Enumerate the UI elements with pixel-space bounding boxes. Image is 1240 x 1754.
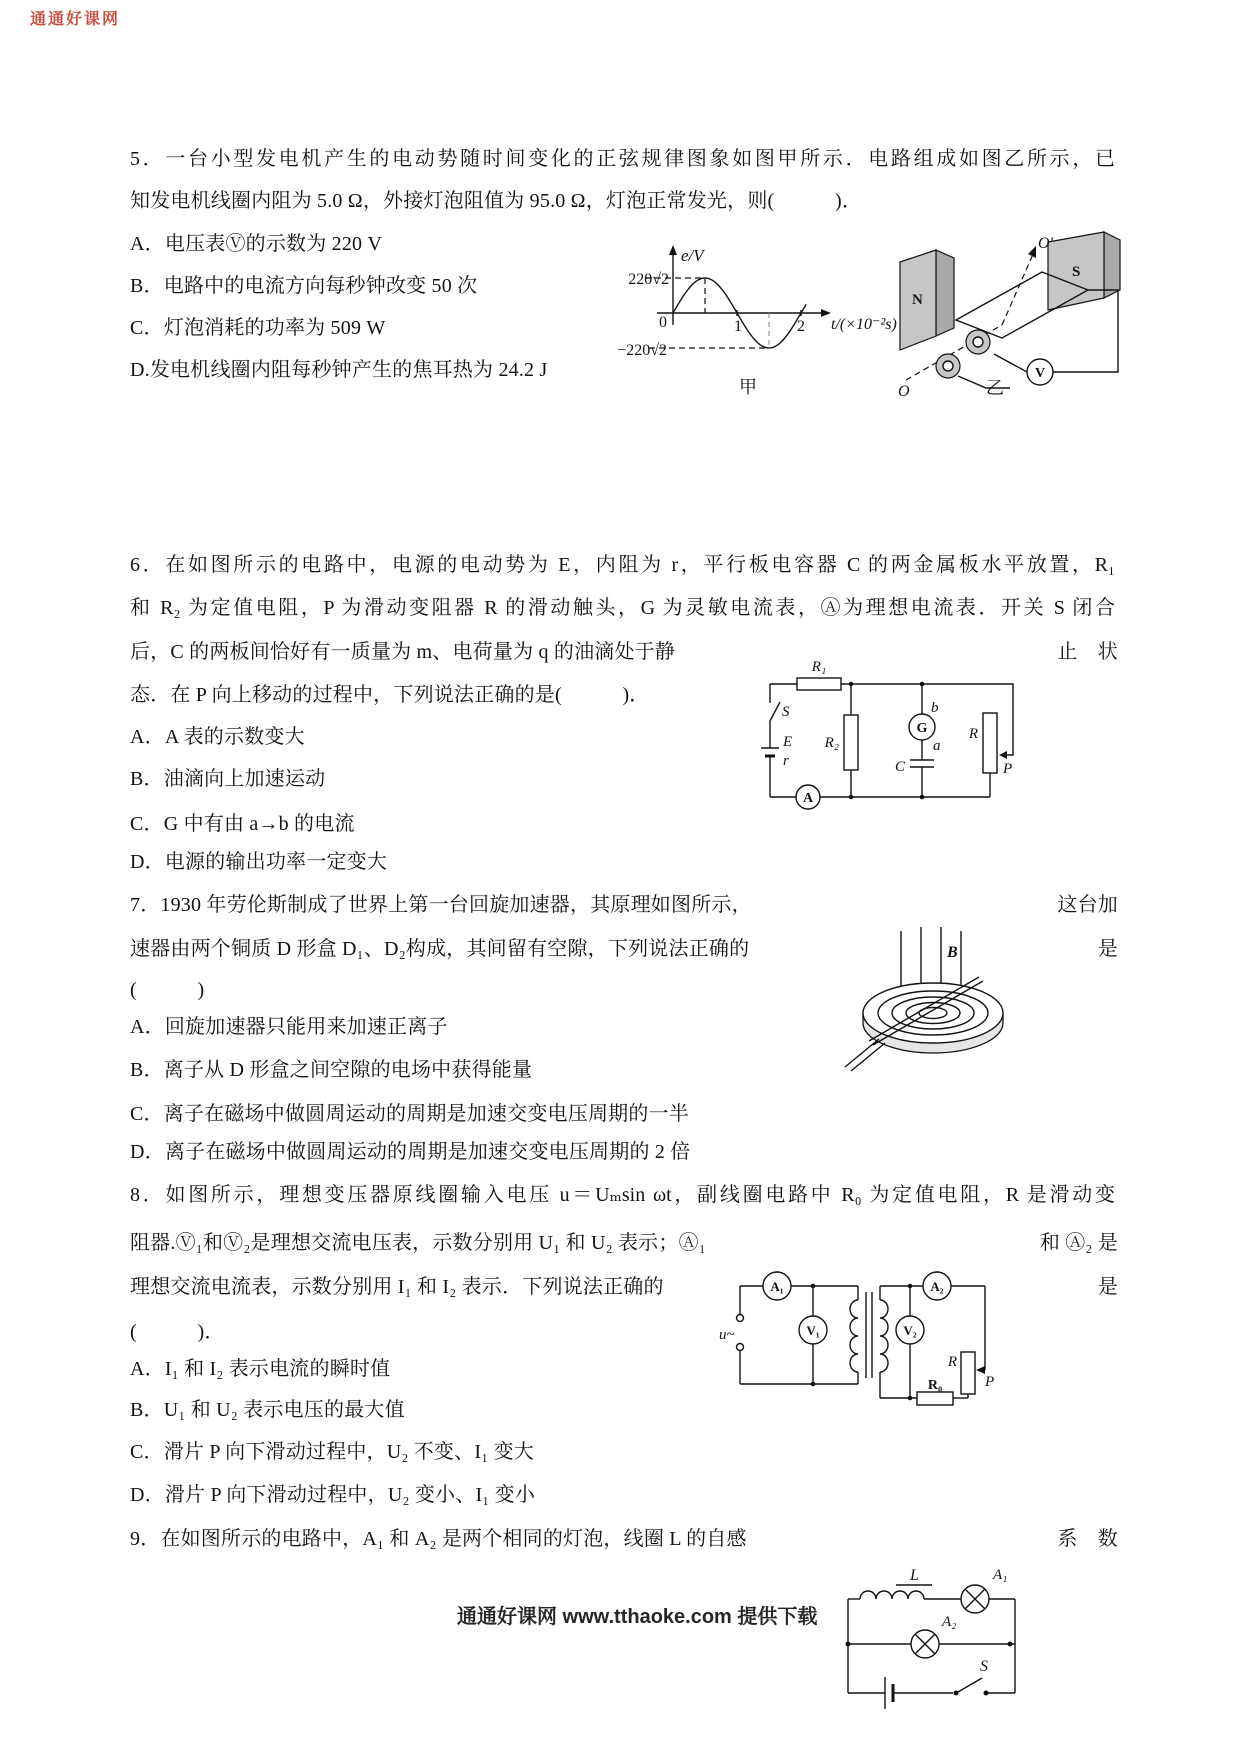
r2-label: R₂ [824, 735, 839, 751]
a-label: a [933, 738, 941, 754]
q7-option-c: C．离子在磁场中做圆周运动的周期是加速交变电压周期的一半 [130, 1103, 689, 1125]
y-axis-label: e/V [681, 246, 704, 265]
a2-label: A₂ [942, 1614, 957, 1630]
q8-option-d: D．滑片 P 向下滑动过程中，U₂ 变小、I₁ 变小 [130, 1484, 536, 1506]
q6-option-c: C．G 中有由 a→b 的电流 [130, 813, 355, 835]
x-axis-label: t/(×10⁻²s) [831, 316, 897, 333]
q5-line-1: 5．一台小型发电机产生的电动势随时间变化的正弦规律图象如图甲所示．电路组成如图乙所示，已 [130, 148, 1115, 170]
figure-q9-circuit [840, 1565, 1025, 1754]
q7-option-a: A．回旋加速器只能用来加速正离子 [130, 1016, 448, 1038]
pole-s-label: S [1072, 264, 1081, 280]
q6-option-d: D．电源的输出功率一定变大 [130, 851, 388, 873]
q6-option-b: B．油滴向上加速运动 [130, 768, 326, 790]
source-terminal-bottom [737, 1344, 744, 1351]
q8-option-c: C．滑片 P 向下滑动过程中，U₂ 不变、I₁ 变大 [130, 1441, 534, 1463]
q7-line-2-right: 是 [1097, 938, 1118, 960]
c-label: C [894, 759, 905, 775]
resistor-r2 [844, 715, 858, 770]
source-label: u~ [719, 1327, 735, 1343]
y-max-tick: 220√2 [628, 271, 669, 288]
caption-jia: 甲 [739, 377, 757, 397]
q6-line-1: 6．在如图所示的电路中，电源的电动势为 E，内阻为 r，平行板电容器 C 的两金属板水平放置，R₁ [130, 554, 1115, 576]
red-site-stamp: 通通好课网 [30, 11, 121, 28]
q5-line-2: 知发电机线圈内阻为 5.0 Ω，外接灯泡阻值为 95.0 Ω，灯泡正常发光，则( )． [130, 190, 863, 212]
q6-option-a: A．A 表的示数变大 [130, 726, 305, 748]
caption-yi: 乙 [986, 378, 1004, 398]
y-min-tick: −220√2 [617, 342, 667, 359]
figure-q6-circuit [755, 655, 1020, 810]
q6-line-4: 态．在 P 向上移动的过程中，下列说法正确的是( )． [130, 684, 650, 706]
q6-line-3-right: 止 状 [1057, 641, 1118, 663]
q8-line-3-right: 是 [1097, 1276, 1118, 1298]
q7-option-d: D．离子在磁场中做圆周运动的周期是加速交变电压周期的 2 倍 [130, 1141, 691, 1163]
figure-yi-generator [890, 220, 1135, 405]
switch-label: S [980, 1658, 988, 1675]
circuit-wires [740, 1284, 985, 1401]
q7-line-1: 7．1930 年劳伦斯制成了世界上第一台回旋加速器，其原理如图所示， [130, 894, 752, 916]
axis-bottom-label: O [898, 383, 910, 400]
a2-label: A₂ [930, 1279, 944, 1294]
exit-beam [845, 1039, 885, 1071]
x-tick-2: 2 [797, 318, 805, 335]
q7-line-1-right: 这台加 [1057, 894, 1118, 916]
rheostat-r [961, 1352, 975, 1394]
q9-line-1-right: 系 数 [1057, 1528, 1118, 1550]
q8-line-2: 阻器.Ⓥ₁和Ⓥ₂是理想交流电压表，示数分别用 U₁ 和 U₂ 表示；Ⓐ₁ [130, 1232, 706, 1254]
r-label: R [947, 1354, 957, 1370]
transformer-core [850, 1292, 888, 1378]
q6-line-2: 和 R₂ 为定值电阻，P 为滑动变阻器 R 的滑动触头，G 为灵敏电流表，Ⓐ为理想电流表．开关 S 闭合 [130, 597, 1115, 619]
b-field-label: B [947, 944, 958, 961]
q5-option-b: B．电路中的电流方向每秒钟改变 50 次 [130, 275, 478, 297]
a1-label: A₁ [993, 1567, 1008, 1583]
q8-line-1: 8．如图所示，理想变压器原线圈输入电压 u＝Uₘsin ωt，副线圈电路中 R₀ 为定值电阻，R 是滑动变 [130, 1184, 1115, 1206]
q7-line-2: 速器由两个铜质 D 形盒 D₁、D₂构成，其间留有空隙，下列说法正确的 [130, 938, 750, 960]
switch-label: S [782, 704, 790, 720]
origin-label: 0 [659, 314, 667, 331]
q8-option-b: B．U₁ 和 U₂ 表示电压的最大值 [130, 1399, 405, 1421]
a1-label: A₁ [770, 1279, 784, 1294]
magnet-s [1048, 232, 1120, 310]
rheostat-r [983, 713, 997, 773]
p-label: P [1003, 761, 1013, 777]
voltmeter-label: V [1034, 366, 1046, 381]
r0-label: R₀ [927, 1378, 943, 1393]
internal-r-label: r [783, 753, 789, 769]
x-tick-1: 1 [734, 318, 742, 335]
resistor-r0 [917, 1392, 953, 1405]
spiral-orbits [878, 991, 988, 1035]
q5-option-c: C．灯泡消耗的功率为 509 W [130, 317, 386, 339]
inductor-label: L [910, 1567, 919, 1584]
g-label: G [916, 721, 928, 736]
lamp-a1 [961, 1585, 989, 1613]
figure-jia-emf-graph [595, 235, 915, 405]
magnet-n [900, 250, 954, 350]
q7-line-3: ( ) [130, 979, 205, 1001]
b-label: b [931, 700, 939, 716]
q8-line-3: 理想交流电流表，示数分别用 I₁ 和 I₂ 表示．下列说法正确的 [130, 1276, 664, 1298]
r1-label: R₁ [811, 659, 827, 675]
slip-rings [936, 330, 990, 378]
resistor-r1 [797, 678, 841, 690]
q7-option-b: B．离子从 D 形盒之间空隙的电场中获得能量 [130, 1059, 533, 1081]
lamp-a2 [911, 1630, 939, 1658]
figure-q8-transformer-circuit [655, 1258, 995, 1416]
rbox-label: R [968, 726, 978, 742]
axis-top-label: O′ [1038, 235, 1054, 252]
q5-option-a: A．电压表Ⓥ的示数为 220 V [130, 233, 383, 255]
source-terminal-top [737, 1315, 744, 1322]
footer-watermark: 通通好课网 www.tthaoke.com 提供下载 [457, 1606, 818, 1628]
q9-line-1: 9．在如图所示的电路中，A₁ 和 A₂ 是两个相同的灯泡，线圈 L 的自感 [130, 1528, 747, 1550]
emf-label: E [783, 734, 793, 750]
ammeter-label: A [802, 791, 814, 806]
v1-label: V₁ [806, 1323, 820, 1338]
figure-q7-cyclotron [835, 925, 1030, 1075]
q8-line-2-right: 和 Ⓐ₂ 是 [1039, 1232, 1118, 1254]
q5-option-d: D.发电机线圈内阻每秒钟产生的焦耳热为 24.2 J [130, 359, 548, 381]
p-label: P [985, 1374, 995, 1390]
q6-line-3: 后，C 的两板间恰好有一质量为 m、电荷量为 q 的油滴处于静 [130, 641, 676, 663]
q8-line-4: ( )． [130, 1321, 225, 1343]
q8-option-a: A．I₁ 和 I₂ 表示电流的瞬时值 [130, 1358, 391, 1380]
v2-label: V₂ [903, 1323, 917, 1338]
pole-n-label: N [912, 292, 923, 308]
